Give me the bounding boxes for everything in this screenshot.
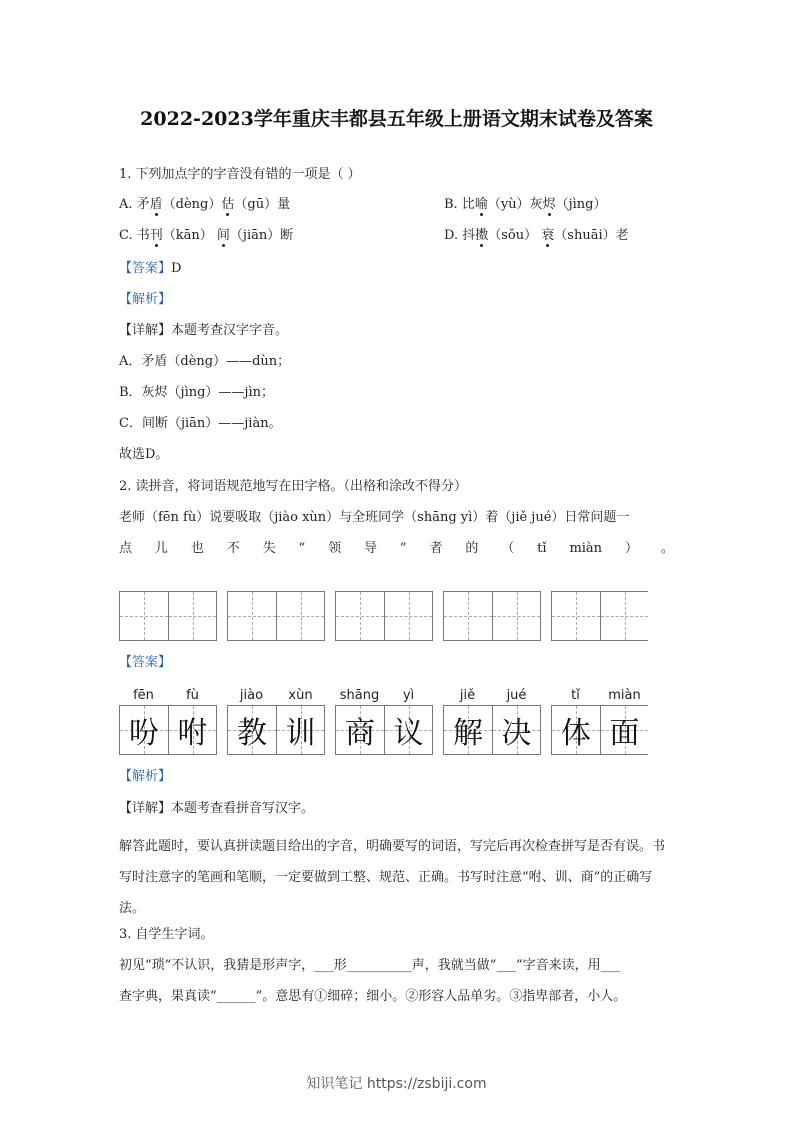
writing-box[interactable] <box>335 591 433 641</box>
q2-line1: 老师（fēn fù）说要吸取（jiào xùn）与全班同学（shāng yì）着（jiě jué）日常问题一 <box>119 510 630 525</box>
q1-line-c: C．间断（jiān）——jiàn。 <box>119 416 282 431</box>
page-title: 2022-2023学年重庆丰都县五年级上册语文期末试卷及答案 <box>140 108 653 130</box>
empty-writing-grid <box>119 591 648 641</box>
q1-option-d: D. 抖擞（sǒu） 衰（shuāi）老 <box>444 228 629 243</box>
q3-stem: 3. 自学生字词。 <box>119 927 214 942</box>
q1-option-b: B. 比喻（yù）灰烬（jìng） <box>444 197 607 212</box>
writing-box[interactable] <box>443 591 541 641</box>
writing-box[interactable] <box>227 591 325 641</box>
answer-box: 解 决 <box>443 705 541 755</box>
q1-option-a: A. 矛盾（dèng）估（gū）量 <box>119 197 291 212</box>
q3-line2: 查字典，果真读“______”。意思有①细碎；细小。②形容人品单劣。③指卑部者，小人。 <box>119 989 627 1004</box>
answer-pinyin-row: fēn fù jiào xùn shāng yì jiě jué tǐ miàn <box>133 688 641 703</box>
q3-line1: 初见“琐”不认识，我猜是形声字，___形__________声，我就当做“___”字音来读，用___ <box>119 958 621 973</box>
q1-conclusion: 故选D。 <box>119 447 169 462</box>
q1-answer: 【答案】D <box>119 261 182 276</box>
answer-writing-grid <box>119 705 648 755</box>
q1-line-b: B．灰烬（jìng）——jìn； <box>119 385 274 400</box>
q2-stem: 2. 读拼音，将词语规范地写在田字格。（出格和涂改不得分） <box>119 479 468 494</box>
q2-explanation: 解答此题时，要认真拼读题目给出的字音，明确要写的词语，写完后再次检查拼写是否有误。书写时注意字的笔画和笔顺，一定要做到工整、规范、正确。书写时注意“咐、训、商”的正确写法。 <box>119 839 666 916</box>
q2-detail: 【详解】本题考查看拼音写汉字。 <box>119 801 315 816</box>
q2-answer-label: 【答案】 <box>119 655 172 670</box>
answer-box: 商 议 <box>335 705 433 755</box>
writing-box[interactable] <box>119 591 217 641</box>
answer-box: 吩 咐 <box>119 705 217 755</box>
answer-box: 教 训 <box>227 705 325 755</box>
q1-option-c: C. 书刊（kān） 间（jiān）断 <box>119 228 294 243</box>
q1-stem: 1. 下列加点字的字音没有错的一项是（ ） <box>119 167 361 182</box>
q1-line-a: A．矛盾（dèng）——dùn； <box>119 354 291 369</box>
q2-analysis-label: 【解析】 <box>119 769 172 784</box>
writing-box[interactable] <box>551 591 648 641</box>
q2-line2: 点 儿 也 不 失 “ 领 导 ” 者 的 （ tǐ miàn ） 。 <box>119 541 674 556</box>
footer-watermark: 知识笔记 https://zsbiji.com <box>306 1076 487 1092</box>
q1-analysis-label: 【解析】 <box>119 292 172 307</box>
q1-detail: 【详解】本题考查汉字字音。 <box>119 323 289 338</box>
answer-box: 体 面 <box>551 705 648 755</box>
